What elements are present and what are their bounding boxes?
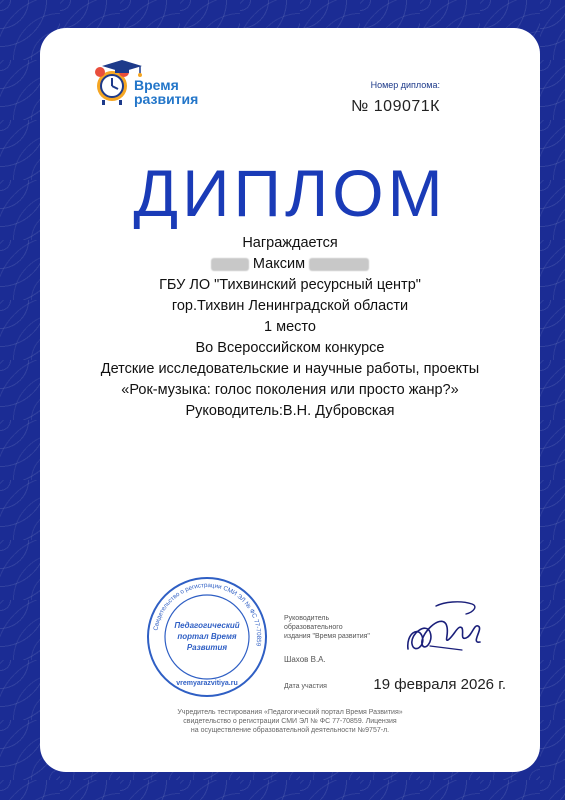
- diploma-number: № 109071К: [351, 98, 440, 115]
- brand-logo-line2: развития: [134, 91, 199, 107]
- stamp-outer-text: Свидетельство о регистрации СМИ ЭЛ № ФС 77-70859: [152, 581, 263, 647]
- awarded-line: Награждается: [242, 235, 338, 251]
- stamp-website: vremyarazvitiya.ru: [176, 680, 238, 687]
- footer-line2: свидетельство о регистрации СМИ ЭЛ № ФС 77-70859. Лицензия: [183, 718, 397, 725]
- stamp-center-line2: портал Время: [177, 632, 237, 641]
- round-stamp: [144, 574, 270, 700]
- organization-line: ГБУ ЛО "Тихвинский ресурсный центр": [159, 277, 421, 293]
- redacted-patronymic: [309, 258, 369, 271]
- handwritten-signature: [400, 594, 490, 664]
- signature-role-line1: Руководитель: [284, 615, 330, 622]
- category-line: Детские исследовательские и научные работы, проекты: [100, 361, 480, 377]
- footer-line1: Учредитель тестирования «Педагогический портал Время Развития»: [177, 709, 403, 716]
- diploma-title: ДИПЛОМ: [133, 156, 447, 230]
- recipient-name: Максим: [252, 256, 306, 272]
- award-text: [40, 233, 540, 422]
- place-line: 1 место: [264, 319, 316, 335]
- date-value: 19 февраля 2026 г.: [373, 676, 506, 693]
- brand-logo-line1: Время: [134, 77, 179, 93]
- signature-role: [284, 614, 394, 641]
- brand-logo-text: [134, 78, 198, 106]
- diploma-sheet: [40, 28, 540, 772]
- signature-name: Шахов В.А.: [284, 655, 326, 664]
- supervisor-line: Руководитель:В.Н. Дубровская: [185, 403, 395, 419]
- diploma-number-label: Номер диплома:: [370, 80, 440, 90]
- date-label: Дата участия: [284, 683, 327, 690]
- signature-role-line3: издания "Время развития": [284, 633, 370, 640]
- redacted-surname: [211, 258, 249, 271]
- stamp-center-line3: Развития: [186, 643, 228, 652]
- footer-text: [40, 708, 540, 735]
- location-line: гор.Тихвин Ленинградской области: [171, 298, 409, 314]
- work-title-line: «Рок-музыка: голос поколения или просто жанр?»: [121, 382, 459, 398]
- contest-line: Во Всероссийском конкурсе: [195, 340, 385, 356]
- signature-role-line2: образовательного: [284, 624, 343, 631]
- recipient-line: [40, 254, 540, 275]
- footer-line3: на осуществление образовательной деятельности №9757-л.: [190, 727, 390, 734]
- stamp-center-line1: Педагогический: [174, 621, 240, 630]
